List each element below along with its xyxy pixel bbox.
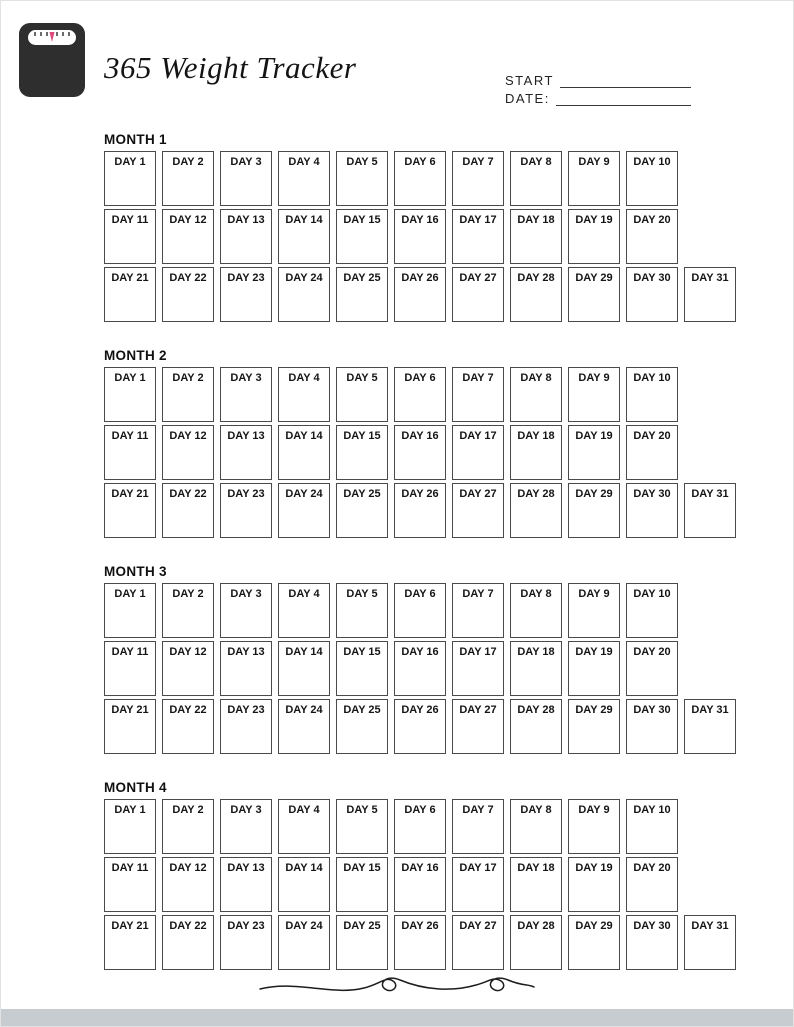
day-cell[interactable]: [626, 857, 678, 912]
day-cell[interactable]: [510, 425, 562, 480]
day-label: DAY 7: [462, 804, 494, 816]
day-cell[interactable]: [104, 699, 156, 754]
day-cell[interactable]: [336, 915, 388, 970]
day-label: DAY 3: [230, 156, 262, 168]
day-label: DAY 25: [343, 920, 381, 932]
day-cell[interactable]: [452, 915, 504, 970]
day-cell[interactable]: [568, 641, 620, 696]
day-label: DAY 27: [459, 488, 497, 500]
day-cell[interactable]: [278, 367, 330, 422]
day-cell[interactable]: [626, 799, 678, 854]
day-label: DAY 15: [343, 646, 381, 658]
day-cell[interactable]: [104, 583, 156, 638]
day-label: DAY 1: [114, 804, 146, 816]
day-label: DAY 22: [169, 488, 207, 500]
day-cell[interactable]: [220, 483, 272, 538]
day-cell[interactable]: [394, 151, 446, 206]
day-cell[interactable]: [510, 799, 562, 854]
day-cell[interactable]: [510, 641, 562, 696]
day-cell[interactable]: [336, 367, 388, 422]
day-cell[interactable]: [626, 209, 678, 264]
day-label: DAY 18: [517, 862, 555, 874]
day-cell[interactable]: [278, 583, 330, 638]
day-label: DAY 9: [578, 588, 610, 600]
day-cell[interactable]: [568, 799, 620, 854]
day-row: [104, 641, 794, 696]
day-label: DAY 31: [691, 704, 729, 716]
day-label: DAY 23: [227, 920, 265, 932]
day-label: DAY 26: [401, 704, 439, 716]
day-label: DAY 6: [404, 156, 436, 168]
day-label: DAY 16: [401, 214, 439, 226]
day-cell[interactable]: [626, 583, 678, 638]
page-title: 365 Weight Tracker: [104, 50, 357, 85]
day-label: DAY 2: [172, 156, 204, 168]
day-label: DAY 23: [227, 704, 265, 716]
day-cell[interactable]: [162, 699, 214, 754]
page-bottom-edge: [0, 1009, 794, 1027]
day-cell[interactable]: [220, 915, 272, 970]
day-row: [104, 425, 794, 480]
date-line[interactable]: [556, 91, 691, 106]
day-cell[interactable]: [452, 483, 504, 538]
day-cell[interactable]: [510, 367, 562, 422]
day-cell[interactable]: [104, 425, 156, 480]
day-label: DAY 25: [343, 488, 381, 500]
day-row: [104, 209, 794, 264]
day-label: DAY 2: [172, 588, 204, 600]
day-label: DAY 2: [172, 372, 204, 384]
day-row: [104, 367, 794, 422]
day-cell[interactable]: [568, 915, 620, 970]
day-label: DAY 31: [691, 488, 729, 500]
month-label: MONTH 2: [104, 348, 167, 363]
day-cell[interactable]: [162, 641, 214, 696]
day-label: DAY 20: [633, 862, 671, 874]
day-cell[interactable]: [162, 483, 214, 538]
day-label: DAY 20: [633, 214, 671, 226]
day-cell[interactable]: [684, 699, 736, 754]
day-cell[interactable]: [568, 267, 620, 322]
day-label: DAY 28: [517, 704, 555, 716]
day-cell[interactable]: [336, 641, 388, 696]
day-cell[interactable]: [394, 367, 446, 422]
day-cell[interactable]: [394, 799, 446, 854]
day-label: DAY 30: [633, 272, 671, 284]
day-row: [104, 915, 794, 970]
day-label: DAY 29: [575, 704, 613, 716]
day-label: DAY 9: [578, 804, 610, 816]
day-cell[interactable]: [220, 641, 272, 696]
day-label: DAY 12: [169, 214, 207, 226]
day-label: DAY 7: [462, 372, 494, 384]
day-label: DAY 5: [346, 372, 378, 384]
day-label: DAY 26: [401, 272, 439, 284]
day-cell[interactable]: [510, 483, 562, 538]
day-label: DAY 26: [401, 920, 439, 932]
day-cell[interactable]: [568, 209, 620, 264]
day-cell[interactable]: [684, 915, 736, 970]
day-cell[interactable]: [394, 583, 446, 638]
day-row: [104, 151, 794, 206]
start-line[interactable]: [560, 73, 691, 88]
day-label: DAY 4: [288, 804, 320, 816]
day-cell[interactable]: [278, 209, 330, 264]
day-cell[interactable]: [568, 151, 620, 206]
day-label: DAY 24: [285, 272, 323, 284]
months-container: [0, 132, 794, 970]
day-label: DAY 28: [517, 920, 555, 932]
day-cell[interactable]: [162, 425, 214, 480]
day-label: DAY 20: [633, 430, 671, 442]
day-label: DAY 12: [169, 862, 207, 874]
day-label: DAY 8: [520, 588, 552, 600]
day-label: DAY 7: [462, 588, 494, 600]
day-label: DAY 23: [227, 488, 265, 500]
day-label: DAY 26: [401, 488, 439, 500]
day-label: DAY 22: [169, 704, 207, 716]
month-label: MONTH 3: [104, 564, 167, 579]
day-label: DAY 6: [404, 588, 436, 600]
day-cell[interactable]: [220, 267, 272, 322]
day-cell[interactable]: [104, 641, 156, 696]
day-label: DAY 14: [285, 214, 323, 226]
day-cell[interactable]: [452, 425, 504, 480]
day-label: DAY 22: [169, 920, 207, 932]
day-cell[interactable]: [278, 483, 330, 538]
day-label: DAY 4: [288, 156, 320, 168]
day-cell[interactable]: [394, 425, 446, 480]
day-row: [104, 267, 794, 322]
day-cell[interactable]: [626, 267, 678, 322]
day-cell[interactable]: [104, 267, 156, 322]
day-row: [104, 483, 794, 538]
day-label: DAY 17: [459, 862, 497, 874]
day-cell[interactable]: [626, 367, 678, 422]
day-cell[interactable]: [452, 799, 504, 854]
day-label: DAY 16: [401, 430, 439, 442]
day-label: DAY 2: [172, 804, 204, 816]
day-label: DAY 19: [575, 862, 613, 874]
day-label: DAY 4: [288, 372, 320, 384]
day-cell[interactable]: [452, 641, 504, 696]
day-cell[interactable]: [162, 367, 214, 422]
day-cell[interactable]: [162, 151, 214, 206]
day-label: DAY 8: [520, 804, 552, 816]
day-cell[interactable]: [104, 799, 156, 854]
day-label: DAY 27: [459, 704, 497, 716]
day-label: DAY 13: [227, 646, 265, 658]
day-label: DAY 8: [520, 156, 552, 168]
day-label: DAY 17: [459, 430, 497, 442]
day-cell[interactable]: [162, 267, 214, 322]
day-cell[interactable]: [452, 367, 504, 422]
day-label: DAY 19: [575, 214, 613, 226]
day-cell[interactable]: [336, 483, 388, 538]
day-label: DAY 18: [517, 430, 555, 442]
day-label: DAY 17: [459, 214, 497, 226]
start-date-block: [505, 72, 691, 108]
day-label: DAY 11: [111, 646, 149, 658]
day-cell[interactable]: [162, 857, 214, 912]
day-cell[interactable]: [568, 699, 620, 754]
day-label: DAY 17: [459, 646, 497, 658]
day-cell[interactable]: [510, 699, 562, 754]
day-label: DAY 13: [227, 214, 265, 226]
day-label: DAY 23: [227, 272, 265, 284]
day-label: DAY 21: [111, 704, 149, 716]
day-label: DAY 29: [575, 272, 613, 284]
day-cell[interactable]: [394, 209, 446, 264]
day-cell[interactable]: [452, 267, 504, 322]
day-cell[interactable]: [104, 483, 156, 538]
day-cell[interactable]: [104, 367, 156, 422]
day-cell[interactable]: [394, 915, 446, 970]
day-label: DAY 24: [285, 488, 323, 500]
day-cell[interactable]: [278, 641, 330, 696]
day-label: DAY 27: [459, 920, 497, 932]
day-label: DAY 19: [575, 430, 613, 442]
month-label: MONTH 4: [104, 780, 167, 795]
month-section: [104, 132, 794, 322]
day-cell[interactable]: [104, 915, 156, 970]
day-cell[interactable]: [278, 799, 330, 854]
day-cell[interactable]: [394, 641, 446, 696]
day-cell[interactable]: [452, 699, 504, 754]
day-row: [104, 857, 794, 912]
day-cell[interactable]: [626, 641, 678, 696]
day-cell[interactable]: [510, 267, 562, 322]
day-label: DAY 6: [404, 804, 436, 816]
day-label: DAY 14: [285, 430, 323, 442]
day-cell[interactable]: [336, 799, 388, 854]
day-cell[interactable]: [278, 915, 330, 970]
day-cell[interactable]: [220, 699, 272, 754]
day-label: DAY 22: [169, 272, 207, 284]
day-label: DAY 21: [111, 488, 149, 500]
day-cell[interactable]: [568, 483, 620, 538]
day-cell[interactable]: [510, 857, 562, 912]
day-cell[interactable]: [626, 699, 678, 754]
day-label: DAY 10: [633, 804, 671, 816]
day-label: DAY 28: [517, 488, 555, 500]
day-cell[interactable]: [104, 151, 156, 206]
day-cell[interactable]: [684, 483, 736, 538]
day-cell[interactable]: [452, 583, 504, 638]
day-cell[interactable]: [626, 151, 678, 206]
start-label: START: [505, 73, 554, 88]
day-row: [104, 583, 794, 638]
day-row: [104, 699, 794, 754]
day-cell[interactable]: [510, 915, 562, 970]
day-cell[interactable]: [394, 483, 446, 538]
day-label: DAY 6: [404, 372, 436, 384]
weight-scale-icon: [18, 22, 86, 98]
day-cell[interactable]: [626, 483, 678, 538]
day-cell[interactable]: [510, 583, 562, 638]
day-cell[interactable]: [394, 267, 446, 322]
day-label: DAY 14: [285, 862, 323, 874]
month-label: MONTH 1: [104, 132, 167, 147]
day-label: DAY 16: [401, 646, 439, 658]
day-cell[interactable]: [162, 915, 214, 970]
day-label: DAY 1: [114, 156, 146, 168]
day-label: DAY 5: [346, 156, 378, 168]
day-label: DAY 24: [285, 704, 323, 716]
day-label: DAY 12: [169, 430, 207, 442]
day-label: DAY 30: [633, 488, 671, 500]
day-label: DAY 27: [459, 272, 497, 284]
day-label: DAY 7: [462, 156, 494, 168]
day-cell[interactable]: [220, 583, 272, 638]
day-cell[interactable]: [220, 799, 272, 854]
day-cell[interactable]: [336, 699, 388, 754]
day-cell[interactable]: [104, 857, 156, 912]
day-label: DAY 18: [517, 214, 555, 226]
day-cell[interactable]: [684, 267, 736, 322]
day-cell[interactable]: [278, 267, 330, 322]
day-cell[interactable]: [220, 857, 272, 912]
day-cell[interactable]: [336, 425, 388, 480]
day-label: DAY 15: [343, 862, 381, 874]
day-cell[interactable]: [278, 425, 330, 480]
day-label: DAY 3: [230, 372, 262, 384]
day-label: DAY 28: [517, 272, 555, 284]
day-label: DAY 25: [343, 704, 381, 716]
day-label: DAY 30: [633, 920, 671, 932]
day-label: DAY 29: [575, 488, 613, 500]
month-section: [104, 780, 794, 970]
day-label: DAY 1: [114, 588, 146, 600]
day-label: DAY 9: [578, 372, 610, 384]
day-label: DAY 13: [227, 430, 265, 442]
day-label: DAY 15: [343, 430, 381, 442]
day-label: DAY 3: [230, 804, 262, 816]
day-label: DAY 10: [633, 372, 671, 384]
day-cell[interactable]: [510, 151, 562, 206]
day-label: DAY 11: [111, 214, 149, 226]
day-row: [104, 799, 794, 854]
day-label: DAY 4: [288, 588, 320, 600]
day-cell[interactable]: [568, 425, 620, 480]
day-cell[interactable]: [336, 583, 388, 638]
day-cell[interactable]: [510, 209, 562, 264]
day-label: DAY 11: [111, 430, 149, 442]
day-label: DAY 9: [578, 156, 610, 168]
day-label: DAY 19: [575, 646, 613, 658]
day-cell[interactable]: [626, 915, 678, 970]
day-cell[interactable]: [220, 425, 272, 480]
day-cell[interactable]: [278, 151, 330, 206]
day-label: DAY 29: [575, 920, 613, 932]
day-cell[interactable]: [626, 425, 678, 480]
day-label: DAY 16: [401, 862, 439, 874]
day-label: DAY 5: [346, 804, 378, 816]
day-cell[interactable]: [568, 857, 620, 912]
squiggle-divider-icon: [256, 974, 538, 1005]
day-cell[interactable]: [452, 209, 504, 264]
day-cell[interactable]: [104, 209, 156, 264]
month-section: [104, 564, 794, 754]
day-cell[interactable]: [162, 799, 214, 854]
day-label: DAY 11: [111, 862, 149, 874]
day-label: DAY 8: [520, 372, 552, 384]
day-label: DAY 31: [691, 272, 729, 284]
day-cell[interactable]: [568, 367, 620, 422]
day-cell[interactable]: [220, 209, 272, 264]
day-label: DAY 3: [230, 588, 262, 600]
day-label: DAY 12: [169, 646, 207, 658]
day-cell[interactable]: [336, 209, 388, 264]
day-cell[interactable]: [162, 583, 214, 638]
day-cell[interactable]: [336, 267, 388, 322]
day-label: DAY 21: [111, 920, 149, 932]
day-cell[interactable]: [336, 857, 388, 912]
day-label: DAY 25: [343, 272, 381, 284]
day-cell[interactable]: [220, 151, 272, 206]
day-cell[interactable]: [336, 151, 388, 206]
day-cell[interactable]: [220, 367, 272, 422]
day-label: DAY 21: [111, 272, 149, 284]
day-cell[interactable]: [278, 857, 330, 912]
day-cell[interactable]: [394, 699, 446, 754]
day-label: DAY 18: [517, 646, 555, 658]
day-label: DAY 10: [633, 156, 671, 168]
day-label: DAY 14: [285, 646, 323, 658]
day-cell[interactable]: [162, 209, 214, 264]
day-label: DAY 31: [691, 920, 729, 932]
day-label: DAY 30: [633, 704, 671, 716]
month-section: [104, 348, 794, 538]
day-label: DAY 20: [633, 646, 671, 658]
day-cell[interactable]: [278, 699, 330, 754]
date-label: DATE:: [505, 91, 550, 106]
day-label: DAY 15: [343, 214, 381, 226]
day-cell[interactable]: [394, 857, 446, 912]
day-label: DAY 24: [285, 920, 323, 932]
day-label: DAY 13: [227, 862, 265, 874]
day-label: DAY 10: [633, 588, 671, 600]
day-label: DAY 1: [114, 372, 146, 384]
day-label: DAY 5: [346, 588, 378, 600]
header: [0, 0, 794, 132]
day-cell[interactable]: [452, 151, 504, 206]
day-cell[interactable]: [452, 857, 504, 912]
day-cell[interactable]: [568, 583, 620, 638]
